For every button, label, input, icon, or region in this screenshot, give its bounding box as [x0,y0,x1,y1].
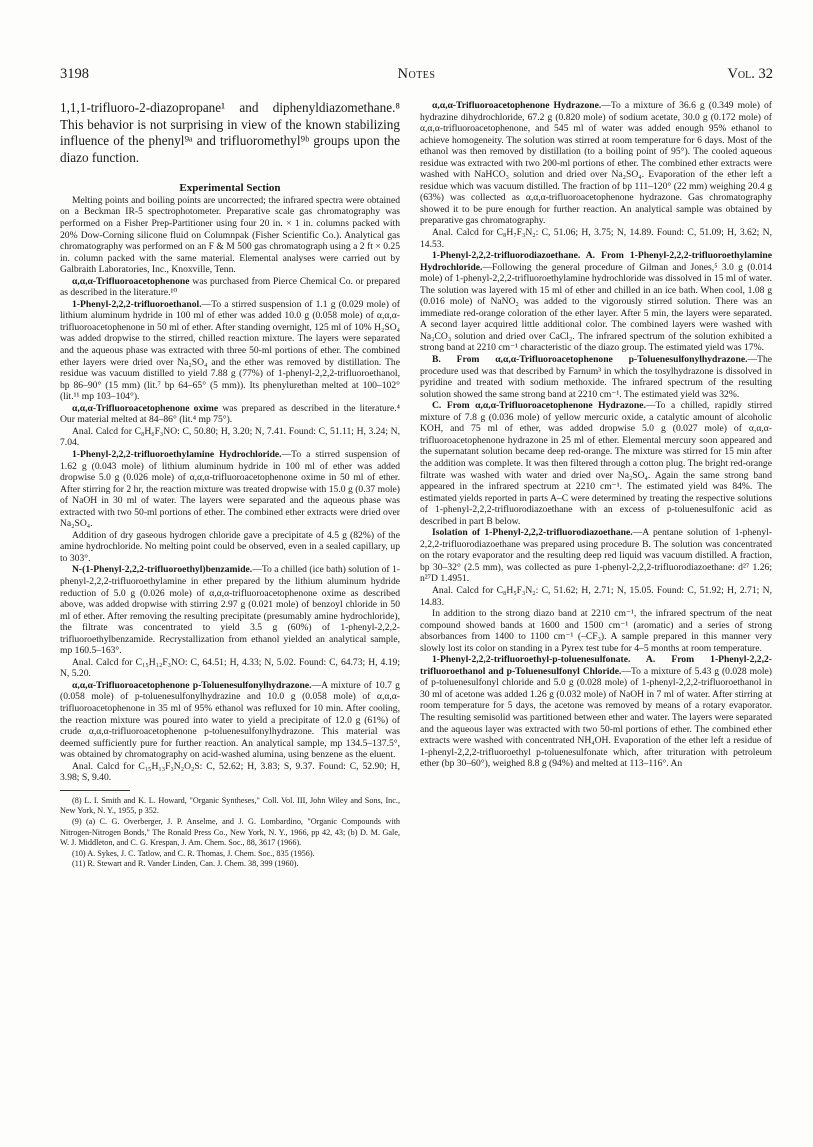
run-in-heading: B. From α,α,α-Trifluoroacetophenone p-Toluenesulfonylhydrazone. [432,354,748,366]
run-in-heading: 1-Phenyl-2,2,2-trifluoroethylamine Hydrochloride. [72,448,282,460]
paragraph-hydrazone [420,100,772,227]
volume-label: Vol. 32 [727,66,773,82]
paragraph-diazoethane-b [420,354,772,400]
page-number: 3198 [60,66,89,82]
analysis-oxime: Anal. Calcd for C₈H₆F₃NO: C, 50.80; H, 3.20; N, 7.41. Found: C, 51.11; H, 3.24; N, 7.04. [60,425,400,449]
run-in-heading: α,α,α-Trifluoroacetophenone [72,275,190,287]
analysis-tosylhydrazone: Anal. Calcd for C₁₅H₁₃F₃N₂O₂S: C, 52.62; H, 3.83; S, 9.37. Found: C, 52.90; H, 3.98; S, 9.40. [60,760,400,784]
footnote-11: (11) R. Stewart and R. Vander Linden, Can. J. Chem. 38, 399 (1960). [72,859,299,869]
paragraph-tosylate-a [420,654,772,769]
run-in-heading: C. From α,α,α-Trifluoroacetophenone Hydrazone. [432,400,646,412]
run-in-heading: 1-Phenyl-2,2,2-trifluoroethanol. [72,298,202,310]
analysis-benzamide: Anal. Calcd for C₁₅H₁₂F₃NO: C, 64.51; H, 4.33; N, 5.02. Found: C, 64.73; H, 4.19; N, 5.20. [60,656,400,680]
right-column [420,100,772,770]
paragraph-oxime [60,403,400,426]
paragraph-trifluoroethanol [60,299,400,403]
footnote-10: (10) A. Sykes, J. C. Tatlow, and C. R. Thomas, J. Chem. Soc., 835 (1956). [72,848,315,858]
footnote-9: (9) (a) C. G. Overberger, J. P. Anselme, and J. G. Lombardino, "Organic Compounds with Nitrogen-Nitrogen Bonds," The Ronald Press Co., New York, N. Y., 1966, pp 42, 43; (b) D. M. Gale, W. J. Middleton, and C. G. Krespan, J. Am. Chem. Soc., 88, 3617 (1966). [60,817,400,848]
paragraph-body: —The procedure used was that described by Farnum³ in which the tosylhydrazone is dissolved in pyridine and treated with sodium methoxide. The infrared spectrum of the resulting solution showed the same strong band at 2210 cm⁻¹. The estimated yield was 32%. [420,354,772,400]
paragraph-body: —To a mixture of 36.6 g (0.349 mole) of hydrazine dihydrochloride, 67.2 g (0.820 mole) of sodium acetate, 30.0 g (0.172 mole) of α,α,α-trifluoroacetophenone, and 545 ml of water was added enough 95% ethanol to achieve homogeneity. The solution was stirred at room temperature for 6 days. Most of the ethanol was then removed by distillation (to a boiling point of 95°). The cooled aqueous residue was extracted with two 200-ml portions of ether. The combined ether extracts were washed with NaHCO₃ solution and dried over Na₂SO₄. Evaporation of the ether left a residue which was vacuum distilled. The fraction of bp 111–120° (22 mm) weighing 20.4 g (63%) was collected as α,α,α-trifluoroacetophenone hydrazone. Gas chromatography showed it to be pure enough for further reaction. An analytical sample was obtained by preparative gas chromatography. [420,100,772,227]
paragraph-body: —To a mixture of 5.43 g (0.028 mole) of p-toluenesulfonyl chloride and 5.0 g (0.028 mole) of 1-phenyl-2,2,2-trifluoroethanol in 30 ml of acetone was added 1.26 g (0.032 mole) of NaOH in 7 ml of water. After stirring at room temperature for 5 days, the acetone was removed by means of a rotary evaporator. The resulting semisolid was partitioned between ether and water. The layers were separated and the aqueous layer was extracted with two 50-ml portions of ether. The combined ether extracts were washed with concentrated NH₄OH. Evaporation of the ether left a residue of 1-phenyl-2,2,2-trifluoroethyl p-toluenesulfonate which, after trituration with petroleum ether (bp 30–60°), weighed 8.8 g (94%) and melted at 113–116°. An [420,665,772,770]
page-header [60,66,773,82]
left-column [60,100,400,870]
footnote-rule [60,790,130,791]
paragraph-body: —A pentane solution of 1-phenyl-2,2,2-trifluorodiazoethane was prepared using procedure B. The solution was concentrated on the rotary evaporator and the resulting deep red liquid was vacuum distilled. A fraction, bp 30–32° (2.5 mm), was collected as pure 1-phenyl-2,2,2-trifluorodiazoethane: d²⁷ 1.26; n²⁷D 1.4951. [420,527,772,585]
running-title: Notes [397,66,436,82]
run-in-heading: α,α,α-Trifluoroacetophenone Hydrazone. [432,100,602,111]
paragraph-trifluoroacetophenone [60,276,400,299]
paragraph-body: was prepared as described in the literature.⁴ Our material melted at 84–86° (lit.⁴ mp 75°). [60,402,400,426]
run-in-heading: α,α,α-Trifluoroacetophenone p-Toluenesulfonylhydrazone. [72,679,312,691]
paragraph-body: was purchased from Pierce Chemical Co. or prepared as described in the literature.¹⁰ [60,275,400,299]
run-in-heading: N-(1-Phenyl-2,2,2-trifluoroethyl)benzamide. [72,564,253,576]
paragraph-ir-spectrum: In addition to the strong diazo band at 2210 cm⁻¹, the infrared spectrum of the neat compound showed bands at 1600 and 1500 cm⁻¹ (aromatic) and a series of strong absorbances from 1400 to 1100 cm⁻¹ (–CF₃). A sample prepared in this manner very slowly lost its color on standing in a Pyrex test tube for 4–5 months at room temperature. [420,608,772,654]
paragraph-isolation [420,527,772,585]
run-in-heading: 1-Phenyl-2,2,2-trifluoroethyl-p-toluenesulfonate. A. From 1-Phenyl-2,2,2-trifluoroethanol and p-Toluenesulfonyl Chloride. [420,654,772,677]
paragraph-general-methods: Melting points and boiling points are uncorrected; the infrared spectra were obtained on a Beckman IR-5 spectrophotometer. Preparative scale gas chromatography was performed on a Fisher Prep-Partitioner using four 20 in. × 1 in. columns packed with 20% Dow-Corning silicone fluid on Columnpak (Fisher Scientific Co.). Analytical gas chromatography was performed on an F & M 500 gas chromatograph using a 2 ft × 0.25 in. column packed with the same material. Elemental analyses were carried out by Galbraith Laboratories, Inc., Knoxville, Tenn. [60,194,400,276]
footnote-8: (8) L. I. Smith and K. L. Howard, "Organic Syntheses," Coll. Vol. III, John Wiley and Sons, Inc., New York, N. Y., 1955, p 352. [60,795,400,816]
run-in-heading: α,α,α-Trifluoroacetophenone oxime [72,402,219,414]
run-in-heading: Isolation of 1-Phenyl-2,2,2-trifluorodiazoethane. [432,527,633,539]
paragraph-body: —To a chilled (ice bath) solution of 1-phenyl-2,2,2-trifluoroethylamine in ether prepared by the lithium aluminum hydride reduction of 5.0 g (0.026 mole) of α,α,α-trifluoroacetophenone oxime as described above, was added dropwise with stirring 2.97 g (0.021 mole) of benzoyl chloride in 50 ml of ether. After removing the resulting precipitate (presumably amine hydrochloride), the filtrate was concentrated to yield 3.5 g (60%) of 1-phenyl-2,2,2-trifluoroethylbenzamide. Recrystallization from ethanol yielded an analytical sample, mp 160.5–163°. [60,564,400,657]
run-in-heading: 1-Phenyl-2,2,2-trifluorodiazoethane. A. From 1-Phenyl-2,2,2-trifluoroethylamine Hydrochloride. [420,250,772,273]
paragraph-benzamide [60,564,400,656]
paragraph-body: —A mixture of 10.7 g (0.058 mole) of p-toluenesulfonylhydrazine and 10.0 g (0.058 mole) of α,α,α-trifluoroacetophenone in 35 ml of 95% ethanol was refluxed for 10 min. After cooling, the reaction mixture was poured into water to yield a precipitate of 12.0 g (61%) of crude α,α,α-trifluoroacetophenone p-toluenesulfonylhydrazone. This material was deemed sufficiently pure for further reaction. An analytical sample, mp 134.5–137.5°, was obtained by chromatography on acid-washed alumina, using benzene as the eluent. [60,679,400,761]
analysis-hydrazone: Anal. Calcd for C₈H₇F₃N₂: C, 51.06; H, 3.75; N, 14.89. Found: C, 51.09; H, 3.62; N, 14.53. [420,227,772,250]
section-heading: Experimental Section [179,182,281,195]
analysis-diazoethane: Anal. Calcd for C₈H₅F₃N₂: C, 51.62; H, 2.71; N, 15.05. Found: C, 51.92; H, 2.71; N, 14.83. [420,584,772,608]
paragraph-diazoethane-c [420,400,772,527]
paragraph-tosylhydrazone [60,680,400,761]
paragraph-hcl-addition: Addition of dry gaseous hydrogen chloride gave a precipitate of 4.5 g (82%) of the amine hydrochloride. No melting point could be observed, even in a sealed capillary, up to 303°. [60,529,400,564]
paragraph-body: —To a chilled, rapidly stirred mixture of 7.8 g (0.036 mole) of yellow mercuric oxide, a catalytic amount of alcoholic KOH, and 75 ml of ether, was added dropwise 5.0 g (0.027 mole) of α,α,α-trifluoroacetophenone hydrazone in 25 ml of ether. Elemental mercury soon appeared and the supernatant solution became deep red-orange. The mixture was stirred for 15 min after the addition was complete. It was then filtered through a cotton plug. The bright red-orange filtrate was washed with water and dried over Na₂SO₄. Again the same strong band appeared in the infrared spectrum at 2210 cm⁻¹. The estimated yield was 84%. The estimated yields reported in parts A–C were determined by treating the respective solutions of 1-phenyl-2,2,2-trifluorodiazoethane with an excess of p-toluenesulfonic acid as described in part B below. [420,400,773,527]
paragraph-body: —Following the general procedure of Gilman and Jones,⁵ 3.0 g (0.014 mole) of 1-phenyl-2,2,2-trifluoroethylamine hydrochloride was dissolved in 15 ml of water. The solution was layered with 15 ml of ether and chilled in an ice bath. When cool, 1.08 g (0.016 mole) of NaNO₂ was added to the vigorously stirred solution. There was an immediate red-orange coloration of the ether layer. After 5 min, the layers were separated. A second layer acquired little additional color. The combined layers were washed with Na₂CO₃ solution and dried over CaCl₂. The infrared spectrum of the solution exhibited a strong band at 2210 cm⁻¹ characteristic of the diazo group. The estimated yield was 17%. [420,261,772,354]
paragraph-amine-hydrochloride [60,449,400,530]
paragraph-body: —To a stirred suspension of 1.62 g (0.043 mole) of lithium aluminum hydride in 100 ml of ether was added dropwise 5.0 g (0.026 mole) of α,α,α-trifluoroacetophenone oxime in 50 ml of ether. After stirring for 2 hr, the reaction mixture was treated dropwise with 15.0 g (0.37 mole) of NaOH in 30 ml of water. The layers were separated and the aqueous phase was extracted with two 50-ml portions of ether. The combined ether extracts were dried over Na₂SO₄. [60,448,400,530]
intro-paragraph: 1,1,1-trifluoro-2-diazopropane¹ and diphenyldiazomethane.⁸ This behavior is not surprising in view of the known stabilizing influence of the phenyl⁹ᵃ and trifluoromethyl⁹ᵇ groups upon the diazo function. [60,100,400,165]
paragraph-body: —To a stirred suspension of 1.1 g (0.029 mole) of lithium aluminum hydride in 100 ml of ether was added 10.0 g (0.058 mole) of α,α,α-trifluoroacetophenone in 50 ml of ether. After standing overnight, 125 ml of 10% H₂SO₄ was added dropwise to the stirred, chilled reaction mixture. The layers were separated and the aqueous phase was extracted with three 50-ml portions of ether. The combined ether layers were dried over Na₂SO₄ and the ether was removed by distillation. The residue was vacuum distilled to yield 7.88 g (77%) of 1-phenyl-2,2,2-trifluoroethanol, bp 86–90° (15 mm) (lit.⁷ bp 64–65° (5 mm)). Its phenylurethan melted at 100–102° (lit.¹¹ mp 103–104°). [60,298,400,403]
paragraph-diazoethane-a [420,250,772,354]
